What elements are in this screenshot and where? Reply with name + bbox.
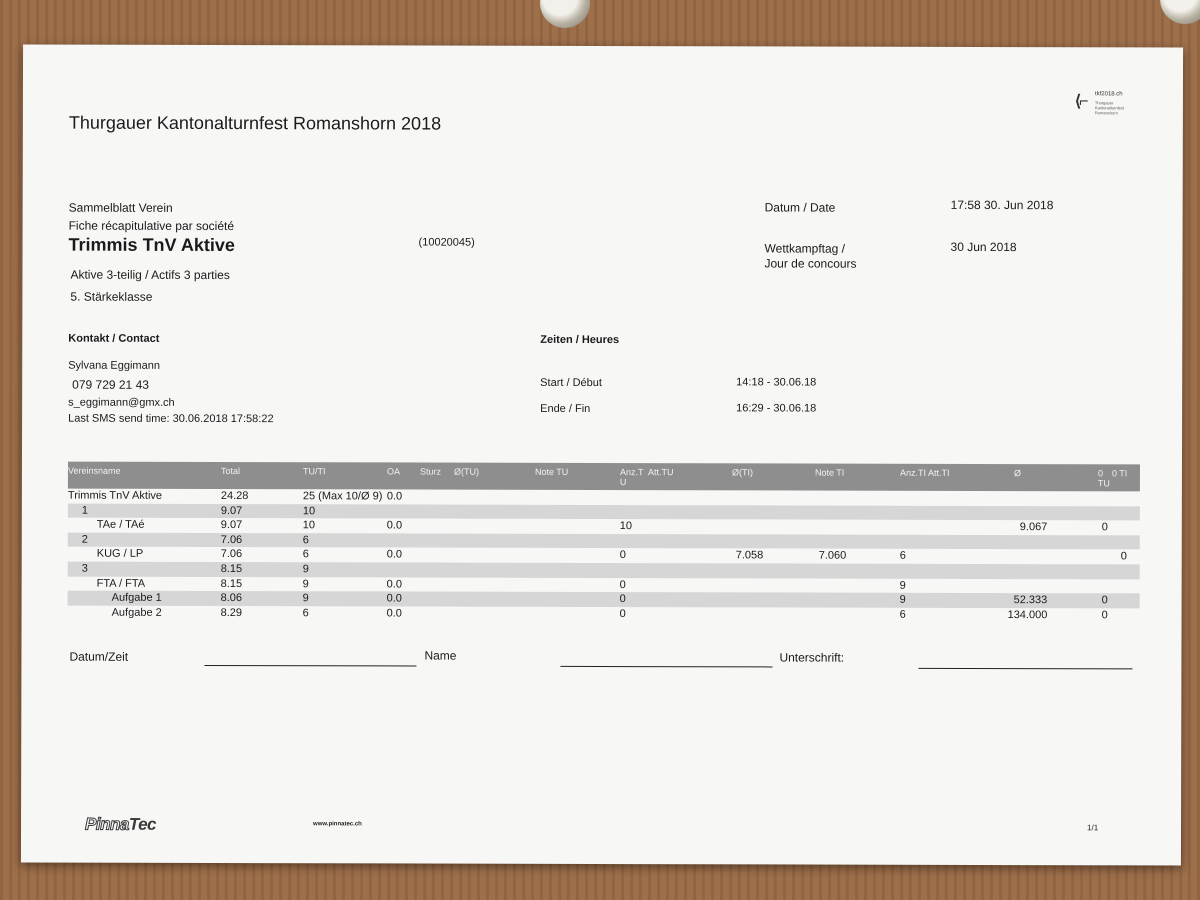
col-tuti: TU/TI (302, 466, 326, 477)
cell-total: 7.06 (220, 548, 243, 561)
cell-anz-tu: 0 (619, 593, 626, 606)
date-label: Datum / Date (764, 200, 836, 215)
cell-name: 3 (81, 562, 88, 575)
contact-phone: 079 729 21 43 (72, 377, 149, 392)
col-note-tu: Note TU (534, 466, 569, 477)
cell-name: FTA / FTA (96, 577, 146, 590)
col-name: Vereinsname (67, 465, 121, 476)
cell-tuti: 9 (302, 563, 309, 576)
col-0-tu-a: 0 (1097, 468, 1103, 479)
club-id: (10020045) (418, 236, 475, 249)
col-avg: Ø (1013, 468, 1021, 479)
col-0-tu (1098, 468, 1110, 488)
contact-email: s_eggimann@gmx.ch (68, 396, 175, 409)
cell-anz-ti: 9 (899, 579, 906, 592)
cell-anz-ti: 9 (899, 593, 906, 606)
cell-total: 8.29 (220, 606, 243, 619)
event-logo-name: tkf2018.ch (1094, 91, 1123, 98)
score-sheet-paper (21, 44, 1183, 865)
cell-anz-tu: 10 (619, 520, 633, 533)
contact-header: Kontakt / Contact (68, 332, 160, 345)
col-anz-tu-a: Anz.T (619, 467, 644, 478)
pinnatec-logo (85, 815, 156, 835)
competition-day-label: Wettkampftag / (764, 241, 846, 256)
cell-total: 9.07 (220, 519, 243, 532)
cell-total: 8.15 (220, 562, 243, 576)
cell-total: 24.28 (220, 490, 249, 503)
pushpin-top-right (1160, 0, 1200, 24)
collect-sheet-de: Sammelblatt Verein (68, 200, 173, 215)
cell-oa: 0.0 (386, 490, 403, 503)
cell-name: Aufgabe 1 (111, 591, 162, 605)
col-att-ti: Att.TI (927, 467, 950, 478)
cell-tuti: 6 (302, 606, 309, 619)
times-header: Zeiten / Heures (540, 333, 620, 347)
signature-sign-label: Unterschrift: (779, 650, 845, 665)
cell-anz-tu: 0 (619, 549, 626, 562)
col-sturz: Sturz (419, 466, 441, 477)
cell-total: 9.07 (220, 504, 243, 517)
cell-tuti: 6 (302, 548, 309, 561)
start-label: Start / Début (540, 376, 602, 389)
cell-anz-ti: 6 (899, 550, 906, 563)
signature-sign-line (918, 668, 1132, 670)
col-note-ti: Note TI (814, 467, 845, 478)
cell-tuti: 10 (302, 504, 316, 517)
club-name: Trimmis TnV Aktive (68, 234, 235, 256)
cell-0-ti: 0 (1120, 550, 1127, 563)
cell-name: Trimmis TnV Aktive (67, 489, 163, 502)
contact-name: Sylvana Eggimann (68, 359, 160, 372)
cell-0-tu: 0 (1101, 594, 1108, 607)
footer-url: www.pinnatec.ch (313, 821, 362, 828)
event-title: Thurgauer Kantonalturnfest Romanshorn 2018 (68, 112, 442, 134)
signature-name-line (560, 666, 772, 668)
signature-date-label: Datum/Zeit (69, 649, 129, 664)
cell-0-tu: 0 (1101, 521, 1108, 534)
col-anz-tu-b: U (619, 477, 627, 488)
cell-name: Aufgabe 2 (111, 606, 162, 619)
page-number: 1/1 (1087, 823, 1099, 833)
event-logo-sub: Thurgauer Kantonalturnfest Romanshorn (1094, 100, 1125, 116)
cell-anz-tu: 0 (619, 607, 626, 620)
cell-avg: 134.000 (1007, 608, 1048, 621)
cell-oa: 0.0 (386, 519, 403, 532)
col-0-ti: 0 TI (1111, 468, 1128, 479)
col-anz-tu (620, 467, 644, 487)
pushpin-top (540, 0, 590, 28)
cell-oa: 0.0 (386, 592, 402, 605)
cell-tuti: 6 (302, 533, 309, 547)
col-att-tu: Att.TU (647, 467, 674, 478)
cell-tuti: 10 (302, 519, 316, 532)
cell-total: 8.06 (220, 592, 243, 605)
cell-0-tu: 0 (1101, 609, 1108, 622)
col-avg-ti: Ø(TI) (731, 467, 753, 478)
cell-tuti: 25 (Max 10/Ø 9) (302, 490, 383, 503)
competition-day-label-fr: Jour de concours (764, 256, 857, 271)
cell-name: TAe / TAé (96, 518, 145, 531)
cell-oa: 0.0 (386, 577, 402, 591)
col-0-tu-b: TU (1097, 478, 1110, 489)
strength-class: 5. Stärkeklasse (70, 289, 153, 304)
competition-day-value: 30 Jun 2018 (950, 239, 1017, 255)
cell-name: 1 (81, 504, 88, 517)
cell-note-ti: 7.060 (818, 549, 847, 563)
start-value: 14:18 - 30.06.18 (736, 376, 817, 389)
cell-anz-ti: 6 (899, 608, 906, 621)
event-logo-icon: ⟨⌐ (1074, 93, 1087, 111)
category: Aktive 3-teilig / Actifs 3 parties (70, 267, 230, 283)
end-label: Ende / Fin (540, 402, 591, 415)
cell-tuti: 9 (302, 592, 309, 605)
cell-oa: 0.0 (386, 548, 403, 561)
col-total: Total (220, 466, 240, 477)
cell-avg-ti: 7.058 (735, 549, 764, 562)
cell-total: 8.15 (220, 577, 243, 590)
cell-oa: 0.0 (386, 607, 402, 620)
cell-total: 7.06 (220, 533, 243, 546)
col-avg-tu: Ø(TU) (453, 466, 479, 477)
cell-name: 2 (81, 533, 88, 546)
col-anz-ti: Anz.TI (899, 467, 926, 478)
results-table (68, 462, 1140, 623)
collect-sheet-fr: Fiche récapitulative par société (68, 218, 235, 234)
cell-tuti: 9 (302, 577, 309, 590)
col-oa: OA (386, 466, 400, 477)
signature-name-label: Name (424, 648, 457, 663)
last-sms-time: Last SMS send time: 30.06.2018 17:58:22 (68, 412, 274, 426)
end-value: 16:29 - 30.06.18 (736, 402, 817, 415)
table-row (68, 605, 1140, 622)
brand-b: Tec (128, 814, 157, 834)
event-logo (1075, 89, 1145, 115)
cell-name: KUG / LP (96, 548, 144, 561)
cell-avg: 9.067 (1019, 521, 1048, 534)
cell-avg: 52.333 (1013, 594, 1048, 607)
date-value: 17:58 30. Jun 2018 (950, 197, 1054, 213)
brand-a: Pinna (85, 814, 129, 834)
table-header (68, 462, 1140, 492)
signature-date-line (204, 665, 416, 667)
cell-anz-tu: 0 (619, 578, 626, 591)
